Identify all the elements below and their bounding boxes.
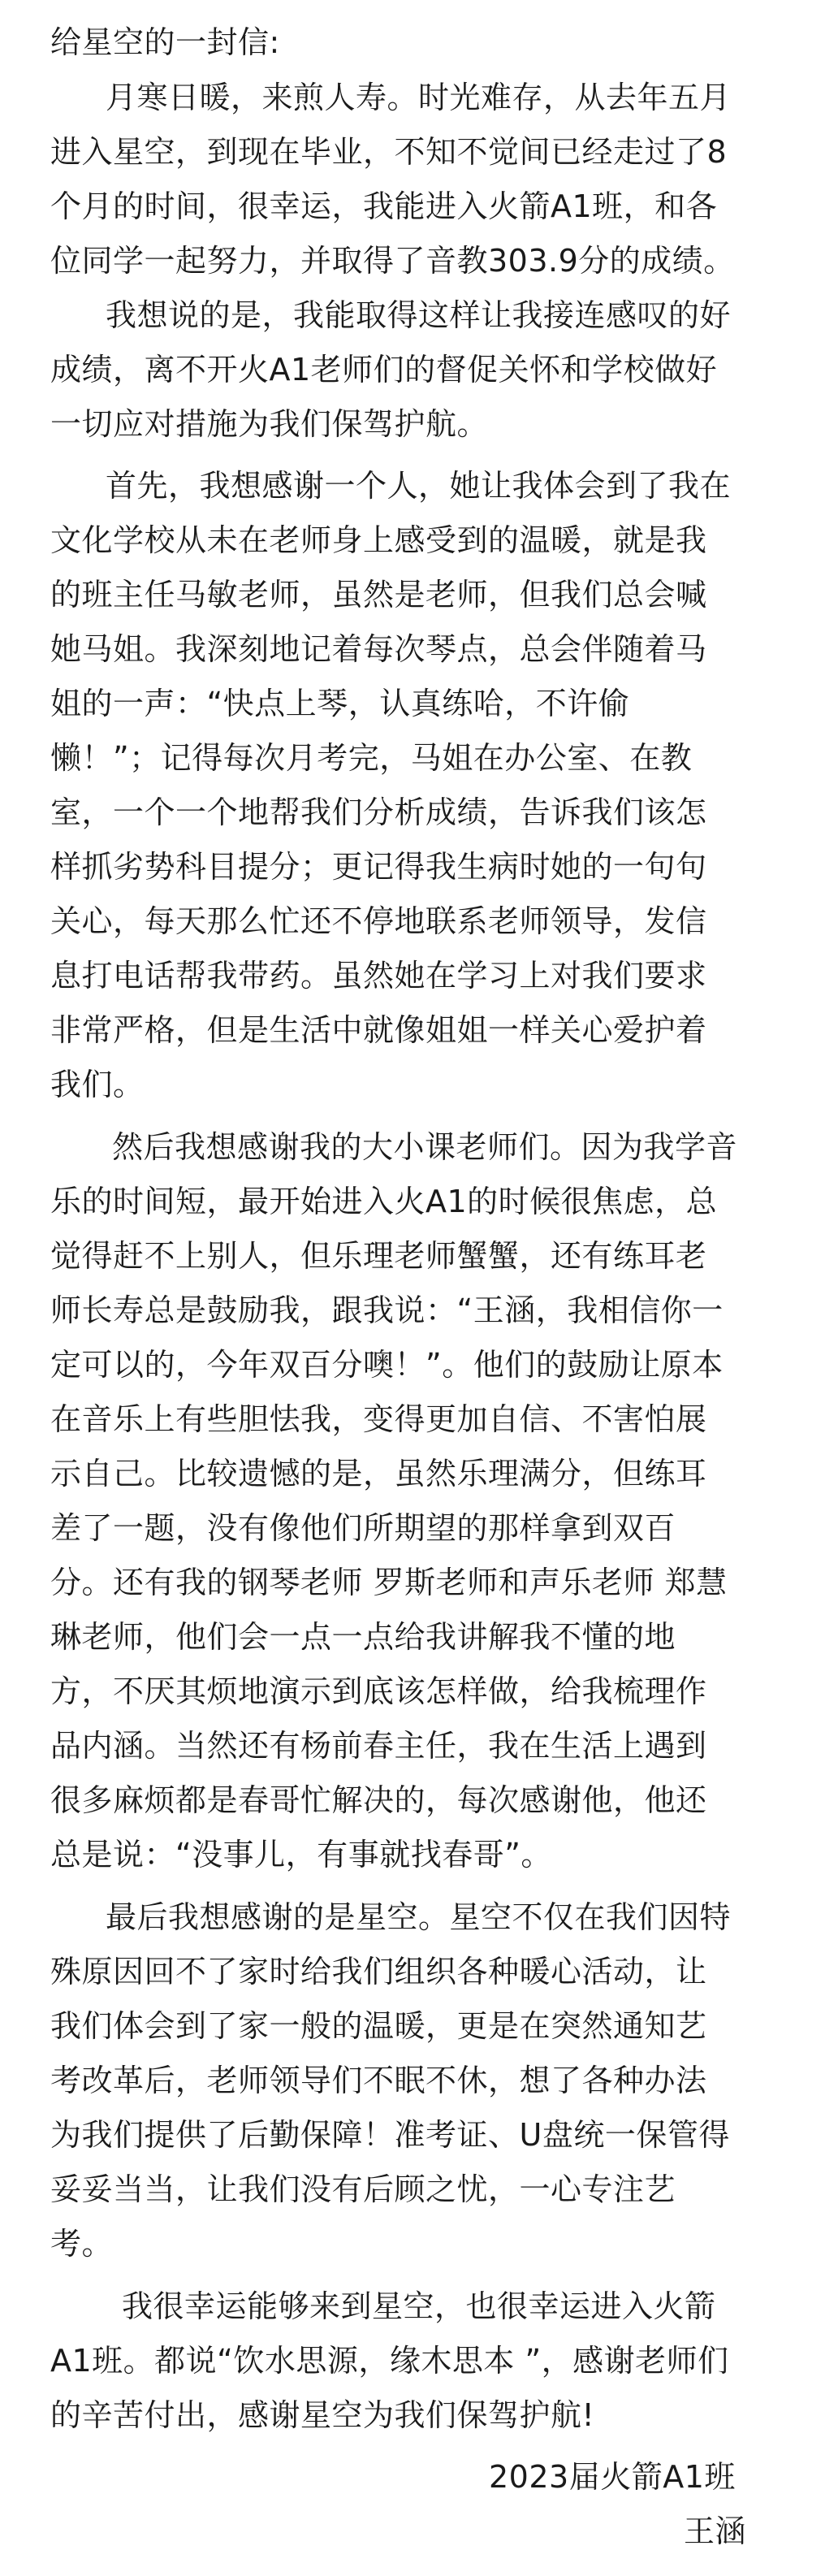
paragraph-3-line-1: 首先，我想感谢一个人，她让我体会到了我在 [106,468,732,504]
paragraph-5-line-6: 妥妥当当，让我们没有后顾之忧，一心专注艺 [50,2171,676,2207]
letter-salutation: 给星空的一封信: [50,24,280,60]
paragraph-3-line-5: 姐的一声：“快点上琴，认真练哈，不许偷 [50,686,630,721]
paragraph-5-line-3: 我们体会到了家一般的温暖，更是在突然通知艺 [50,2008,707,2044]
signature-name: 王涵 [684,2513,747,2549]
paragraph-3-line-10: 息打电话帮我带药。虽然她在学习上对我们要求 [50,958,707,994]
paragraph-3-line-8: 样抓劣势科目提分；更记得我生病时她的一句句 [50,849,707,885]
paragraph-3-line-2: 文化学校从未在老师身上感受到的温暖，就是我 [50,522,707,558]
paragraph-6-line-2: A1班。都说“饮水思源，缘木思本 ”，感谢老师们 [50,2343,729,2379]
paragraph-5-line-7: 考。 [50,2226,114,2262]
paragraph-6-line-3: 的辛苦付出，感谢星空为我们保驾护航! [50,2397,595,2433]
paragraph-5-line-1: 最后我想感谢的是星空。星空不仅在我们因特 [106,1899,732,1935]
paragraph-4-line-11: 方，不厌其烦地演示到底该怎样做，给我梳理作 [50,1673,707,1709]
paragraph-5-line-4: 考改革后，老师领导们不眠不休，想了各种办法 [50,2063,707,2098]
paragraph-5-line-2: 殊原因回不了家时给我们组织各种暖心活动，让 [50,1954,707,1989]
paragraph-3-line-11: 非常严格，但是生活中就像姐姐一样关心爱护着 [50,1012,707,1048]
paragraph-4-line-14: 总是说：“没事儿，有事就找春哥”。 [50,1837,552,1872]
paragraph-3-line-4: 她马姐。我深刻地记着每次琴点，总会伴随着马 [50,631,707,667]
paragraph-1-line-2: 进入星空，到现在毕业，不知不觉间已经走过了8 [50,134,728,170]
paragraph-4-line-2: 乐的时间短，最开始进入火A1的时候很焦虑，总 [50,1184,718,1219]
paragraph-4-line-6: 在音乐上有些胆怯我，变得更加自信、不害怕展 [50,1401,707,1437]
paragraph-4-line-9: 分。还有我的钢琴老师 罗斯老师和声乐老师 郑慧 [50,1565,728,1600]
paragraph-4-line-4: 师长寿总是鼓励我，跟我说：“王涵，我相信你一 [50,1292,724,1328]
paragraph-1-line-4: 位同学一起努力，并取得了音教303.9分的成绩。 [50,243,735,279]
paragraph-2-line-1: 我想说的是，我能取得这样让我接连感叹的好 [106,297,732,333]
paragraph-4-line-13: 很多麻烦都是春哥忙解决的，每次感谢他，他还 [50,1782,707,1818]
paragraph-3-line-7: 室，一个一个地帮我们分析成绩，告诉我们该怎 [50,794,707,830]
paragraph-3-line-6: 懒！”；记得每次月考完，马姐在办公室、在教 [50,740,693,776]
paragraph-1-line-1: 月寒日暖，来煎人寿。时光难存，从去年五月 [106,80,732,115]
paragraph-3-line-9: 关心，每天那么忙还不停地联系老师领导，发信 [50,903,707,939]
paragraph-1-line-3: 个月的时间，很幸运，我能进入火箭A1班，和各 [50,188,718,224]
paragraph-5-line-5: 为我们提供了后勤保障！准考证、U盘统一保管得 [50,2117,730,2153]
paragraph-4-line-8: 差了一题，没有像他们所期望的那样拿到双百 [50,1510,676,1546]
paragraph-4-line-7: 示自己。比较遗憾的是，虽然乐理满分，但练耳 [50,1456,707,1491]
paragraph-2-line-2: 成绩，离不开火A1老师们的督促关怀和学校做好 [50,352,718,387]
paragraph-3-line-12: 我们。 [50,1067,145,1102]
paragraph-4-line-1: 然后我想感谢我的大小课老师们。因为我学音 [112,1129,738,1165]
paragraph-4-line-10: 琳老师，他们会一点一点给我讲解我不懂的地 [50,1619,676,1655]
paragraph-4-line-3: 觉得赶不上别人，但乐理老师蟹蟹，还有练耳老 [50,1238,707,1274]
paragraph-2-line-3: 一切应对措施为我们保驾护航。 [50,406,489,442]
paragraph-4-line-5: 定可以的，今年双百分噢！”。他们的鼓励让原本 [50,1347,724,1383]
paragraph-4-line-12: 品内涵。当然还有杨前春主任，我在生活上遇到 [50,1728,707,1764]
paragraph-3-line-3: 的班主任马敏老师，虽然是老师，但我们总会喊 [50,577,707,613]
signature-class: 2023届火箭A1班 [489,2459,736,2495]
paragraph-6-line-1: 我很幸运能够来到星空，也很幸运进入火箭 [122,2288,716,2324]
